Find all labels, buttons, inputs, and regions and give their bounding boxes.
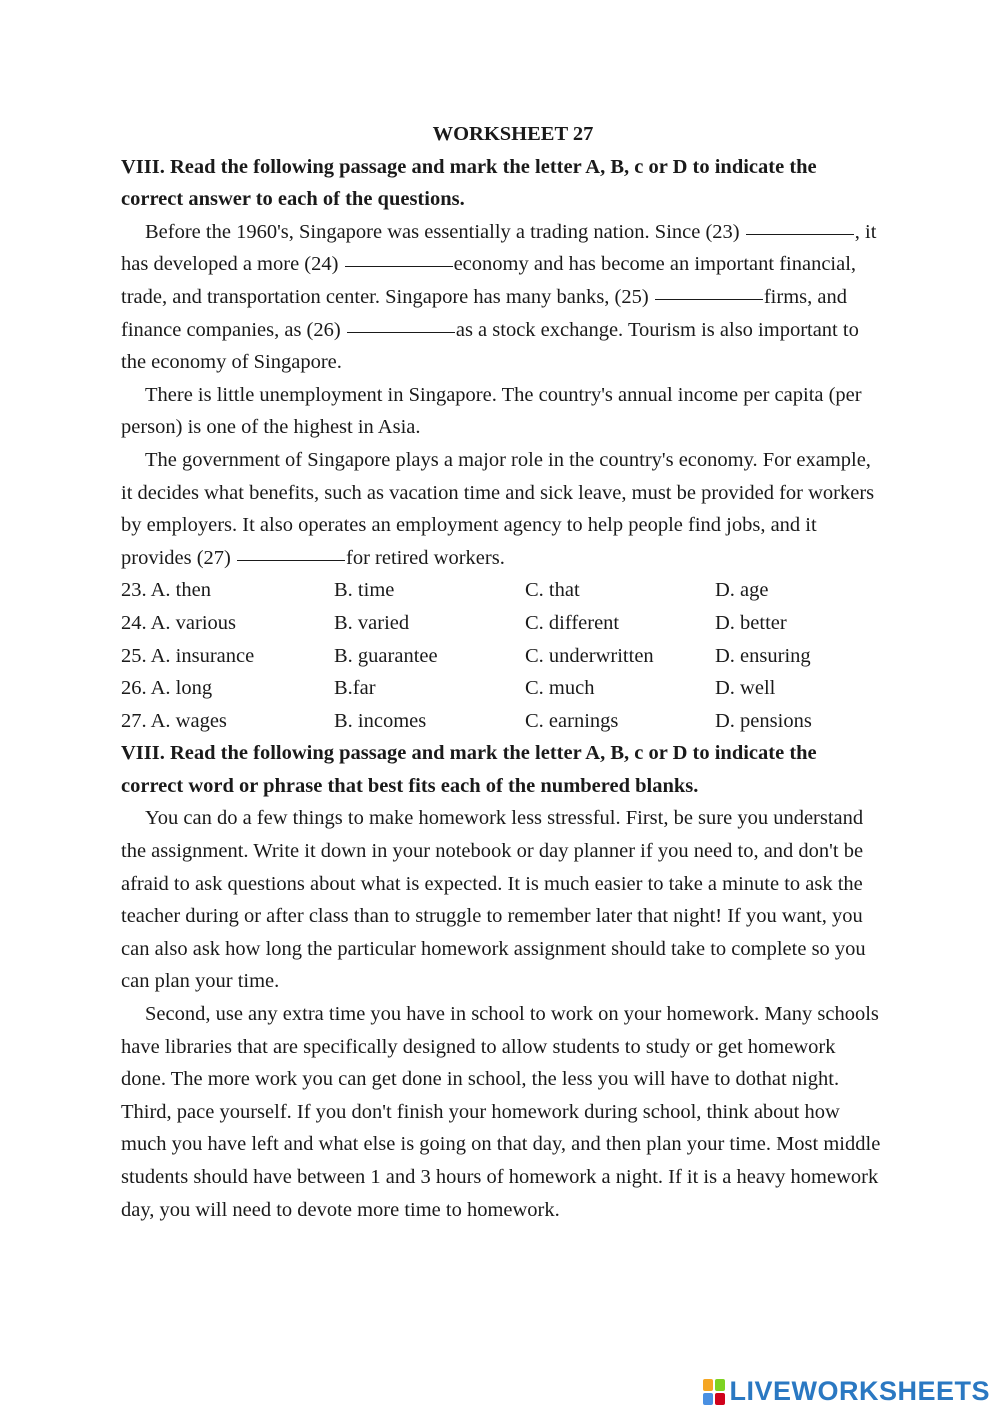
- option-23-c[interactable]: C. that: [525, 579, 580, 602]
- blank-24[interactable]: [345, 246, 453, 267]
- section2-paragraph-1: You can do a few things to make homework less stressful. First, be sure you understand the assignment. Write it down in your notebook or day planner if you need to, and don't be afraid to ask questions about what is expected. It is much easier to take a minute to ask the teacher during or after class than to struggle to remember later that night! If you want, you can also ask how long the particular homework assignment should take to complete so you can plan your time.: [121, 807, 866, 993]
- logo-square-2: [715, 1379, 725, 1391]
- logo-square-1: [703, 1379, 713, 1391]
- passage-text: , it has developed a more (24): [121, 220, 877, 276]
- blank-23[interactable]: [746, 214, 854, 235]
- option-23-a[interactable]: 23. A. then: [121, 579, 211, 602]
- liveworksheets-logo-icon: [703, 1379, 725, 1405]
- worksheet-page: [121, 118, 881, 1226]
- option-23-b[interactable]: B. time: [334, 579, 395, 602]
- option-25-c[interactable]: C. underwritten: [525, 644, 654, 667]
- blank-27[interactable]: [237, 540, 345, 561]
- option-27-a[interactable]: 27. A. wages: [121, 709, 227, 732]
- blank-25[interactable]: [655, 279, 763, 300]
- section2-heading: VIII. Read the following passage and mark the letter A, B, c or D to indicate the correct word or phrase that best fits each of the numbered blanks.: [121, 742, 817, 797]
- worksheet-title: WORKSHEET 27: [432, 123, 594, 145]
- option-27-b[interactable]: B. incomes: [334, 709, 427, 732]
- section1-paragraph-1: [121, 216, 881, 379]
- section1-paragraph-3: [121, 444, 881, 574]
- option-25-b[interactable]: B. guarantee: [334, 644, 438, 667]
- option-27-d[interactable]: D. pensions: [715, 709, 812, 732]
- section1-paragraph-2: There is little unemployment in Singapore. The country's annual income per capita (per person) is one of the highest in Asia.: [121, 383, 862, 439]
- option-26-c[interactable]: C. much: [525, 677, 595, 700]
- option-24-d[interactable]: D. better: [715, 611, 787, 634]
- liveworksheets-brand-text: LIVEWORKSHEETS: [729, 1376, 990, 1406]
- blank-26[interactable]: [347, 312, 455, 333]
- passage-text: for retired workers.: [346, 546, 505, 569]
- option-24-a[interactable]: 24. A. various: [121, 611, 237, 634]
- logo-square-3: [703, 1393, 713, 1405]
- option-23-d[interactable]: D. age: [715, 579, 769, 602]
- option-26-d[interactable]: D. well: [715, 677, 776, 700]
- passage-text: The government of Singapore plays a major role in the country's economy. For example, it decides what benefits, such as vacation time and sick leave, must be provided for workers by employers. It also operates an employment agency to help people find jobs, and it provides (27): [121, 448, 875, 569]
- liveworksheets-logo: [703, 1376, 990, 1407]
- option-26-b[interactable]: B.far: [334, 677, 376, 700]
- section2-paragraph-2: Second, use any extra time you have in school to work on your homework. Many schools have libraries that are specifically designed to allow students to study or get homework done. The more work you can get done in school, the less you will have to dothat night.: [121, 1003, 879, 1091]
- section1-heading: VIII. Read the following passage and mark the letter A, B, c or D to indicate the correct answer to each of the questions.: [121, 155, 817, 211]
- option-26-a[interactable]: 26. A. long: [121, 677, 213, 700]
- logo-square-4: [715, 1393, 725, 1405]
- option-27-c[interactable]: C. earnings: [525, 709, 619, 732]
- option-25-d[interactable]: D. ensuring: [715, 644, 811, 667]
- passage-text: economy and has become an important financial, trade, and transportation center. Singapore has many banks, (25): [121, 253, 857, 308]
- passage-text: as a stock exchange. Tourism is also important to the economy of Singapore.: [121, 318, 859, 374]
- option-24-b[interactable]: B. varied: [334, 611, 410, 634]
- section2-paragraph-3: Third, pace yourself. If you don't finish your homework during school, think about how much you have left and what else is going on that day, and then plan your time. Most middle students should have between 1 and 3 hours of homework a night. If it is a heavy homework day, you will need to devote more time to homework.: [121, 1100, 881, 1221]
- passage-text: firms, and finance companies, as (26): [121, 285, 847, 341]
- option-25-a[interactable]: 25. A. insurance: [121, 644, 255, 667]
- option-24-c[interactable]: C. different: [525, 611, 620, 634]
- passage-text: Before the 1960's, Singapore was essentially a trading nation. Since (23): [145, 220, 740, 243]
- answer-options: [121, 574, 881, 737]
